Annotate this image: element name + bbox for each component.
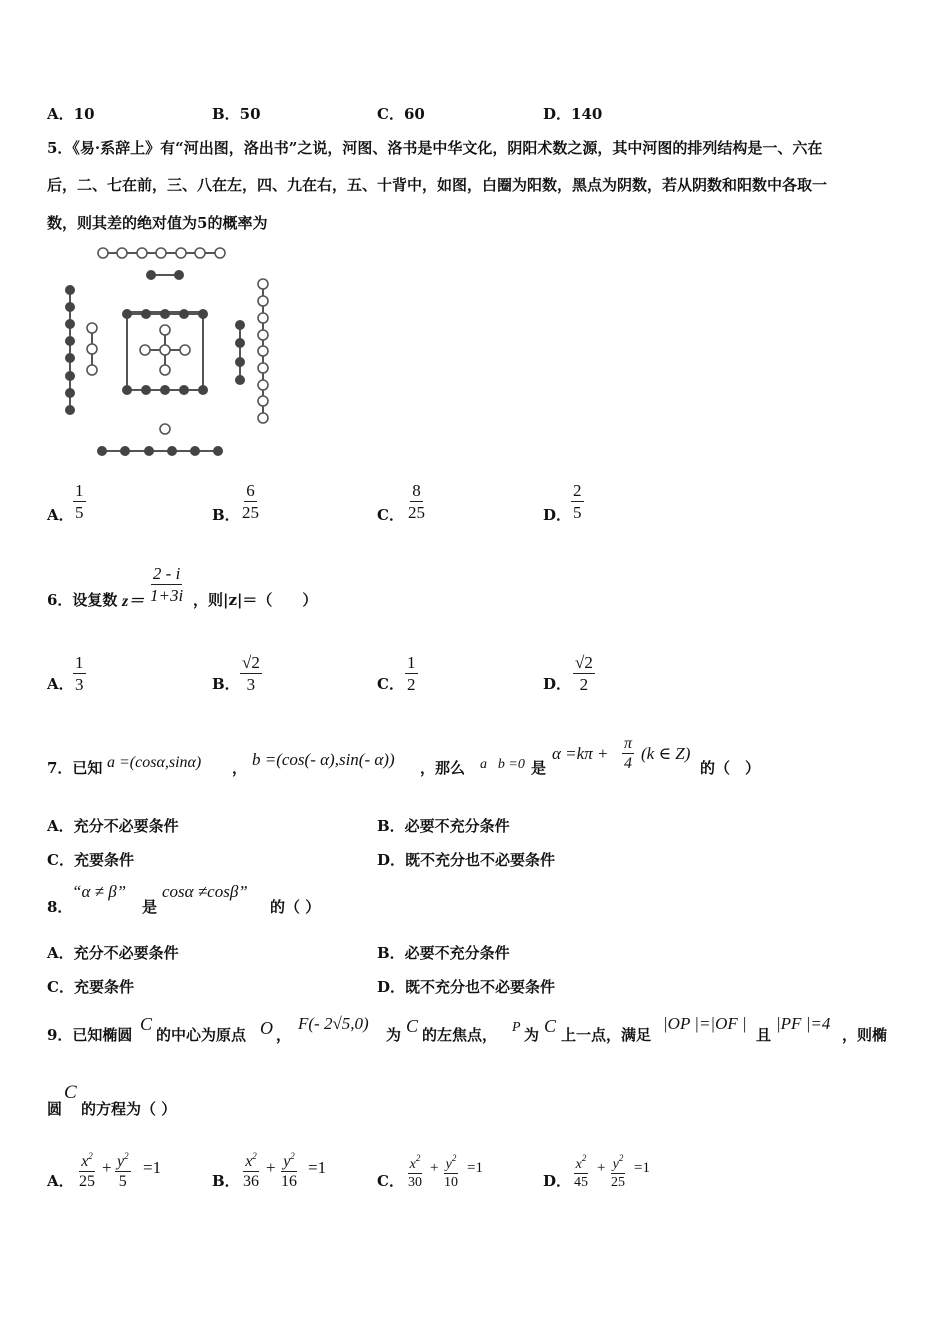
q6-z-eq: z＝ [122,593,145,610]
q5-stem-line2: 后，二、七在前，三、八在左，四、九在右，五、十背中，如图，白圈为阳数，黑点为阴数，若从阴数和阳数中各取一 [47,176,828,194]
q8-option-c: C．充要条件 [47,978,134,996]
hetu-diagram [55,240,285,465]
q9-ellipse-c: C [140,1014,153,1034]
q9-text-7: 上一点，满足 [561,1026,652,1044]
q9-text-3: ， [276,1026,292,1044]
q9-ellipse-c-4: C [64,1082,77,1103]
q9-option-d-plus: + [597,1160,606,1176]
q9-option-c-label: C． [377,1172,404,1190]
q8-prefix: 8． [47,898,73,916]
q8-option-b: B．必要不充分条件 [377,944,510,962]
q9-line2-a: 圆 [47,1100,63,1118]
q7-then: ，那么 [420,759,466,777]
q6-option-a-label: A． [47,675,74,693]
q9-option-b-plus: + [266,1158,276,1177]
q4-option-b: B．50 [212,105,261,123]
q9-option-b-y-term: $\frac{y^2}{16}$ [279,1147,299,1191]
q6-option-d-label: D． [543,675,572,693]
q6-suffix: ，则|z|＝（ ） [193,591,318,609]
q9-text-1: 9．已知椭圆 [47,1026,133,1044]
q8-condition-1: “α ≠ β” [72,882,127,901]
q9-option-c-y-term: $\frac{y^2}{10}$ [442,1150,460,1191]
q8-option-d: D．既不充分也不必要条件 [377,978,556,996]
q9-option-a-label: A． [47,1172,74,1190]
q9-option-c-eq: =1 [467,1160,483,1176]
q9-option-b-eq: =1 [308,1158,327,1177]
q9-origin-o: O [260,1018,273,1038]
q6-option-d-fraction: $\frac{√2}{2}$ [575,653,593,694]
q9-option-c-plus: + [430,1160,439,1176]
q9-text-8: 且 [756,1026,772,1044]
q5-option-d-label: D． [543,506,572,524]
q5-option-a-fraction: $\frac{1}{5}$ [75,481,84,522]
q8-is: 是 [142,898,158,916]
q4-option-a: A．10 [47,105,95,123]
q8-suffix: 的（ ） [270,898,321,916]
q5-option-a-label: A． [47,506,74,524]
q9-text-4: 为 [386,1026,402,1044]
q9-option-d-eq: =1 [634,1160,650,1176]
q7-vector-a: a =(cosα,sinα) [107,754,202,771]
q9-option-d-y-term: $\frac{y^2}{25}$ [609,1150,627,1191]
q9-option-b-label: B． [212,1172,240,1190]
q5-option-d-fraction: $\frac{2}{5}$ [573,481,582,522]
q9-option-d-label: D． [543,1172,572,1190]
q7-dot-product: a⃗b =0 [480,757,525,772]
q6-option-b-fraction: $\frac{√2}{3}$ [242,653,260,694]
q7-suffix: 的（ ） [700,759,761,777]
q9-option-a-y-term: $\frac{y^2}{5}$ [115,1147,131,1191]
q7-option-d: D．既不充分也不必要条件 [377,851,556,869]
q6-option-c-label: C． [377,675,404,693]
q5-stem-line1: 5．《易·系辞上》有“河出图，洛出书”之说，河图、洛书是中华文化，阴阳术数之源，其中河图的排列结构是一、六在 [47,139,823,157]
q9-point-p: P [512,1020,521,1035]
q7-option-c: C．充要条件 [47,851,134,869]
q9-option-c-x-term: $\frac{x^2}{30}$ [406,1150,424,1191]
q7-prefix: 7．已知 [47,759,103,777]
q9-focus-f: F(- 2√5,0) [298,1014,369,1033]
q5-stem-line3: 数，则其差的绝对值为5的概率为 [47,214,268,232]
q9-option-d-x-term: $\frac{x^2}{45}$ [572,1150,590,1191]
q9-condition-2: |PF |=4 [776,1014,831,1033]
q8-option-a: A．充分不必要条件 [47,944,179,962]
q5-option-c-label: C． [377,506,404,524]
q6-option-a-fraction: $\frac{1}{3}$ [75,653,84,694]
q6-prefix: 6．设复数 [47,591,118,609]
q6-option-b-label: B． [212,675,240,693]
q9-text-9: ，则椭 [842,1026,888,1044]
q4-option-d: D．140 [543,105,603,123]
q9-text-5: 的左焦点， [422,1026,498,1044]
q4-option-c: C．60 [377,105,425,123]
q7-vector-b: b =(cos(- α),sin(- α)) [252,750,395,769]
q9-text-6: 为 [524,1026,540,1044]
q6-option-c-fraction: $\frac{1}{2}$ [407,653,416,694]
q9-option-a-eq: =1 [143,1158,162,1177]
q7-condition-tail: (k ∈ Z) [641,744,691,763]
q9-ellipse-c-2: C [406,1016,419,1036]
q7-is: 是 [531,759,547,777]
q7-option-b: B．必要不充分条件 [377,817,510,835]
q7-comma: ， [232,759,248,777]
q7-option-a: A．充分不必要条件 [47,817,179,835]
q8-condition-2: cosα ≠cosβ” [162,882,248,901]
q5-option-c-fraction: $\frac{8}{25}$ [408,481,425,522]
q9-ellipse-c-3: C [544,1016,557,1036]
q9-option-b-x-term: $\frac{x^2}{36}$ [241,1147,261,1191]
q9-text-2: 的中心为原点 [156,1026,247,1044]
q5-option-b-fraction: $\frac{6}{25}$ [242,481,259,522]
q6-fraction: $\frac{2 - i}{1+3i}$ [150,564,184,605]
q7-pi-fraction: $\frac{\pi}{4}$ [624,735,633,772]
q9-line2-b: 的方程为（ ） [81,1100,177,1118]
q7-condition: α =kπ + [552,744,609,763]
q5-option-b-label: B． [212,506,240,524]
q9-condition-1: |OP |=|OF | [663,1014,747,1033]
q9-option-a-x-term: $\frac{x^2}{25}$ [77,1147,97,1191]
q9-option-a-plus: + [102,1158,112,1177]
